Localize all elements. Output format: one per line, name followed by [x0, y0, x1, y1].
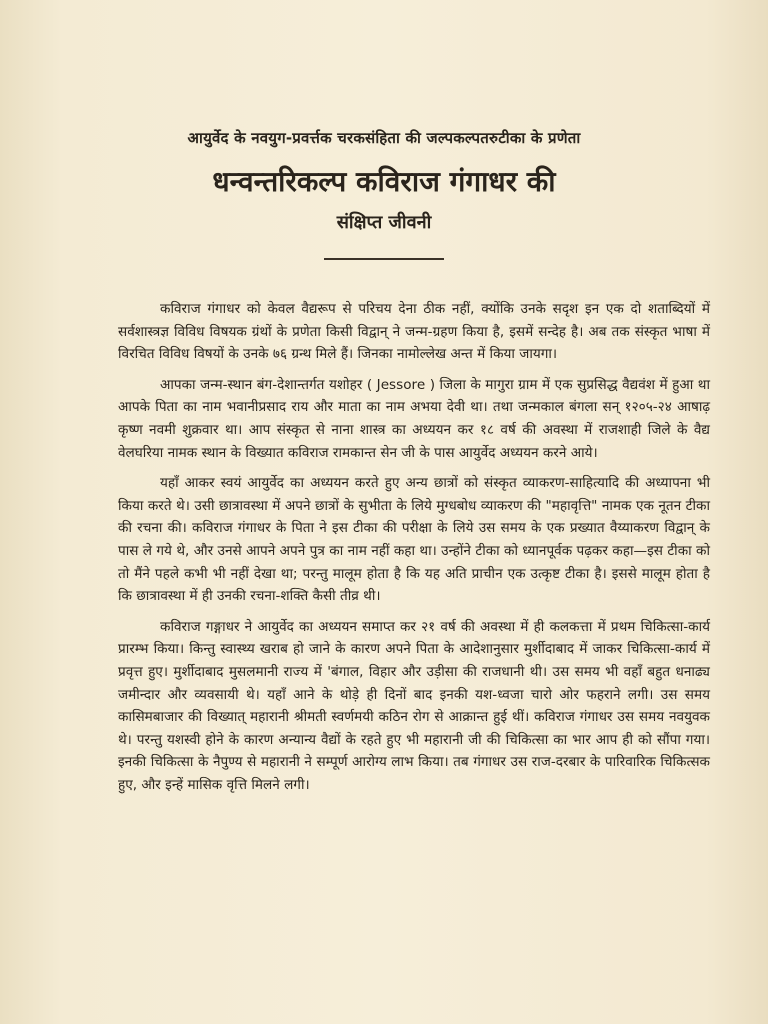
header-subtitle: आयुर्वेद के नवयुग-प्रवर्त्तक चरकसंहिता की जल्पकल्पतरुटीका के प्रणेता [187, 129, 581, 147]
section-heading: संक्षिप्त जीवनी [336, 212, 432, 233]
paragraph-1: कविराज गंगाधर को केवल वैद्यरूप से परिचय देना ठीक नहीं, क्योंकि उनके सदृश इन एक दो शताब्दियों में सर्वशास्त्रज्ञ विविध विषयक ग्रंथों के प्रणेता किसी विद्वान् ने जन्म-ग्रहण किया है, इसमें सन्देह है। अब तक संस्कृत भाषा में विरचित विविध विषयों के उनके ७६ ग्रन्थ मिले हैं। जिनका नामोल्लेख अन्त में किया जायगा। [118, 301, 710, 363]
page-title: धन्वन्तरिकल्प कविराज गंगाधर की [212, 165, 556, 198]
paragraph-3: यहाँ आकर स्वयं आयुर्वेद का अध्ययन करते हुए अन्य छात्रों को संस्कृत व्याकरण-साहित्यादि की अध्यापना भी किया करते थे। उसी छात्रावस्था में अपने छात्रों के सुभीता के लिये मुग्धबोध व्याकरण की "महावृत्ति" नामक एक नूतन टीका की रचना की। कविराज गंगाधर के पिता ने इस टीका की परीक्षा के लिये उस समय के एक प्रख्यात वैय्याकरण विद्वान् के पास ले गये थे, और उनसे आपने अपने पुत्र का नाम नहीं कहा था। उन्होंने टीका को ध्यानपूर्वक पढ़कर कहा—इस टीका को तो मैंने पहले कभी भी नहीं देखा था; परन्तु मालूम होता है कि यह अति प्राचीन एक उत्कृष्ट टीका है। इससे मालूम होता है कि छात्रावस्था में ही उनकी रचना-शक्ति कैसी तीव्र थी। [118, 475, 710, 605]
title-divider [324, 258, 444, 260]
document-body [118, 298, 710, 796]
paragraph-2: आपका जन्म-स्थान बंग-देशान्तर्गत यशोहर ( Jessore ) जिला के मागुरा ग्राम में एक सुप्रसिद्ध वैद्यवंश में हुआ था आपके पिता का नाम भवानीप्रसाद राय और माता का नाम अभया देवी था। तथा जन्मकाल बंगला सन् १२०५-२४ आषाढ़ कृष्ण नवमी शुक्रवार था। आप संस्कृत से नाना शास्त्र का अध्ययन कर १८ वर्ष की अवस्था में राजशाही जिले के वैद्य वेलघरिया नामक स्थान के विख्यात कविराज रामकान्त सेन जी के पास आयुर्वेद अध्ययन करने आये। [118, 376, 710, 461]
document-header [0, 128, 768, 260]
paragraph-4: कविराज गङ्गाधर ने आयुर्वेद का अध्ययन समाप्त कर २१ वर्ष की अवस्था में ही कलकत्ता में प्रथम चिकित्सा-कार्य प्रारम्भ किया। किन्तु स्वास्थ्य खराब हो जाने के कारण अपने पिता के आदेशानुसार मुर्शीदाबाद में जाकर चिकित्सा-कार्य में प्रवृत्त हुए। मुर्शीदाबाद मुसलमानी राज्य में 'बंगाल, विहार और उड़ीसा की राजधानी थी। उस समय भी वहाँ बहुत धनाढ्य जमीन्दार और व्यवसायी थे। यहाँ आने के थोड़े ही दिनों बाद इनकी यश-ध्वजा चारो ओर फहराने लगी। उस समय कासिमबाजार की विख्यात् महारानी श्रीमती स्वर्णमयी कठिन रोग से आक्रान्त हुई थीं। कविराज गंगाधर उस समय नवयुवक थे। परन्तु यशस्वी होने के कारण अन्यान्य वैद्यों के रहते हुए भी महारानी जी की चिकित्सा का भार आप ही को सौंपा गया। इनकी चिकित्सा के नैपुण्य से महारानी ने सम्पूर्ण आरोग्य लाभ किया। तब गंगाधर उस राज-दरबार के पारिवारिक चिकित्सक हुए, और इन्हें मासिक वृत्ति मिलने लगी। [118, 618, 710, 793]
